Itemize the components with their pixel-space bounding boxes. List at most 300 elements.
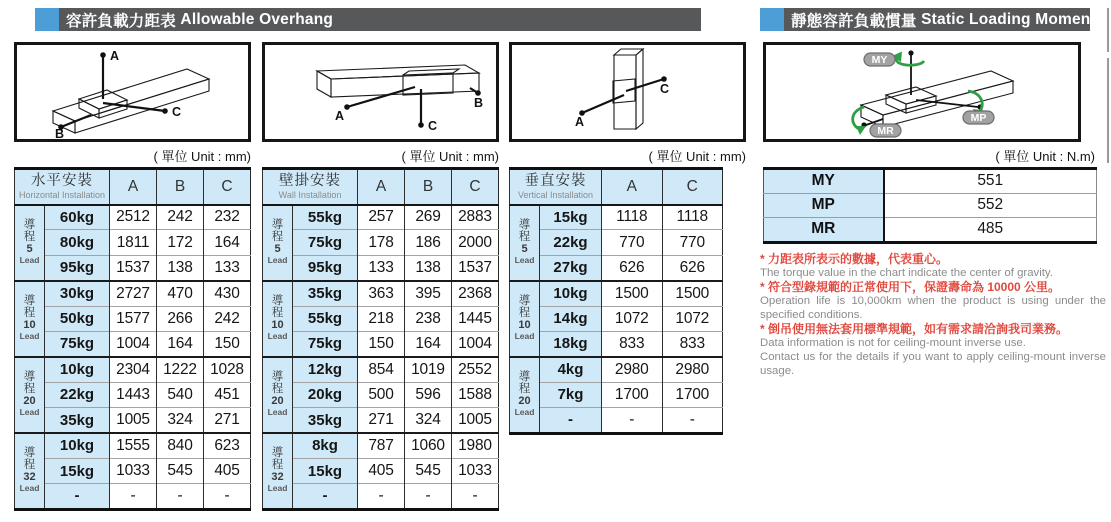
lead-number: 10 — [518, 319, 531, 332]
note-item — [760, 322, 1106, 378]
lead-zh-char: 導 — [23, 295, 36, 308]
value-cell: - — [662, 408, 723, 433]
note-item — [760, 280, 1106, 322]
table-row — [263, 205, 499, 230]
moment-section-header — [760, 8, 1096, 31]
moment-label: MP — [764, 193, 884, 218]
moment-title-zh: 靜態容許負載慣量 — [791, 12, 917, 30]
moment-pill-my-label: MY — [871, 54, 888, 66]
value-cell: 470 — [157, 281, 204, 306]
value-cell: 2304 — [110, 357, 157, 382]
unit-label-mm: ( 單位 Unit : mm) — [153, 149, 251, 164]
moment-title-en: Static Loading Moment — [921, 10, 1096, 28]
value-cell: 164 — [157, 331, 204, 356]
moment-table-wrap — [763, 167, 1097, 244]
table-row — [263, 255, 499, 280]
header-accent-square — [760, 8, 784, 31]
load-cell: 15kg — [293, 458, 358, 483]
table-header-row — [15, 169, 251, 205]
column-header-b: B — [405, 169, 452, 205]
lead-group-label — [510, 281, 540, 357]
value-cell: 770 — [662, 230, 723, 255]
value-cell: 854 — [358, 357, 405, 382]
value-cell: 430 — [203, 281, 250, 306]
load-cell: 55kg — [293, 205, 358, 230]
table-row — [15, 408, 251, 433]
lead-en-label: Lead — [267, 255, 288, 266]
load-cell: 27kg — [540, 255, 602, 280]
table-title-zh: 水平安裝 — [31, 173, 93, 190]
table-row — [263, 458, 499, 483]
lead-group-label — [510, 205, 540, 281]
lead-zh-char: 程 — [271, 383, 284, 396]
load-cell: 15kg — [45, 458, 110, 483]
load-cell: 22kg — [45, 382, 110, 407]
lead-en-label: Lead — [267, 331, 288, 342]
lead-zh-char: 導 — [23, 219, 36, 232]
load-cell: 10kg — [540, 281, 602, 306]
value-cell: 1700 — [662, 382, 723, 407]
load-cell: 30kg — [45, 281, 110, 306]
load-cell: 12kg — [293, 357, 358, 382]
table-title-en: Vertical Installation — [517, 190, 594, 201]
moment-label: MR — [764, 218, 884, 243]
table-row — [263, 230, 499, 255]
load-cell: - — [540, 408, 602, 433]
value-cell: 1004 — [451, 331, 498, 356]
value-cell: 232 — [203, 205, 250, 230]
overhang-table-vertical — [509, 167, 723, 435]
value-cell: 363 — [358, 281, 405, 306]
horizontal-install-drawing — [17, 45, 248, 139]
lead-group-label — [263, 357, 293, 433]
axis-label-c: C — [172, 105, 182, 119]
moment-section-title — [791, 8, 1096, 31]
table-header-row — [263, 169, 499, 205]
moment-row — [764, 218, 1097, 243]
moment-pill-my — [864, 53, 895, 66]
wall-table-slot — [262, 167, 499, 511]
lead-en-label: Lead — [514, 407, 535, 418]
moment-value: 552 — [884, 193, 1097, 218]
value-cell: - — [203, 484, 250, 509]
lead-zh-char: 程 — [23, 383, 36, 396]
lead-zh-char: 導 — [271, 219, 284, 232]
lead-zh-char: 程 — [518, 231, 531, 244]
note-en-line: Contact us for the details if you want to apply ceiling-mount inverse usage. — [760, 351, 1106, 377]
table-row — [510, 205, 723, 230]
moment-table — [763, 167, 1097, 244]
lead-zh-char: 導 — [23, 371, 36, 384]
lead-zh-char: 程 — [23, 307, 36, 320]
table-row — [263, 433, 499, 458]
value-cell: 1811 — [110, 230, 157, 255]
unit-label-mm: ( 單位 Unit : mm) — [648, 149, 746, 164]
lead-group-label — [15, 281, 45, 357]
lead-number: 32 — [271, 471, 284, 484]
load-cell: - — [293, 484, 358, 509]
lead-zh-char: 程 — [271, 459, 284, 472]
table-title-cell — [15, 169, 110, 205]
table-row — [510, 382, 723, 407]
value-cell: 138 — [157, 255, 204, 280]
value-cell: 172 — [157, 230, 204, 255]
value-cell: 770 — [602, 230, 662, 255]
value-cell: 2512 — [110, 205, 157, 230]
column-header-c: C — [203, 169, 250, 205]
axis-label-c: C — [660, 82, 670, 96]
moment-diagram — [763, 42, 1081, 142]
lead-zh-char: 程 — [271, 231, 284, 244]
value-cell: 138 — [405, 255, 452, 280]
load-cell: 15kg — [540, 205, 602, 230]
value-cell: 150 — [358, 331, 405, 356]
lead-en-label: Lead — [267, 407, 288, 418]
lead-zh-char: 導 — [518, 371, 531, 384]
note-item — [760, 252, 1106, 280]
value-cell: 186 — [405, 230, 452, 255]
value-cell: 833 — [602, 331, 662, 356]
table-row — [510, 357, 723, 382]
notes-block — [760, 252, 1106, 378]
moment-label: MY — [764, 169, 884, 194]
value-cell: 271 — [203, 408, 250, 433]
value-cell: 1060 — [405, 433, 452, 458]
moment-row — [764, 193, 1097, 218]
value-cell: 626 — [662, 255, 723, 280]
table-row — [263, 408, 499, 433]
moment-pill-mp — [963, 111, 994, 124]
column-header-c: C — [662, 169, 723, 205]
value-cell: 2980 — [662, 357, 723, 382]
column-header-a: A — [110, 169, 157, 205]
value-cell: 1980 — [451, 433, 498, 458]
vertical-install-diagram — [509, 42, 746, 142]
value-cell: 266 — [157, 306, 204, 331]
value-cell: 1537 — [110, 255, 157, 280]
lead-group-label — [263, 281, 293, 357]
value-cell: 178 — [358, 230, 405, 255]
lead-en-label: Lead — [267, 483, 288, 494]
load-cell: 75kg — [45, 331, 110, 356]
lead-group-label — [15, 433, 45, 509]
value-cell: 623 — [203, 433, 250, 458]
table-row — [15, 306, 251, 331]
value-cell: 218 — [358, 306, 405, 331]
load-cell: 50kg — [45, 306, 110, 331]
value-cell: 133 — [203, 255, 250, 280]
value-cell: 451 — [203, 382, 250, 407]
lead-number: 5 — [274, 243, 281, 256]
value-cell: 1072 — [662, 306, 723, 331]
axis-dots — [58, 52, 168, 130]
value-cell: 1445 — [451, 306, 498, 331]
value-cell: 545 — [157, 458, 204, 483]
table-row — [510, 281, 723, 306]
value-cell: 1588 — [451, 382, 498, 407]
axis-label-c: C — [428, 119, 438, 133]
lead-number: 10 — [23, 319, 36, 332]
load-cell: 22kg — [540, 230, 602, 255]
value-cell: 1019 — [405, 357, 452, 382]
value-cell: 1222 — [157, 357, 204, 382]
moment-value: 551 — [884, 169, 1097, 194]
axis-label-a: A — [110, 49, 120, 63]
load-cell: 60kg — [45, 205, 110, 230]
lead-en-label: Lead — [19, 255, 40, 266]
load-cell: 7kg — [540, 382, 602, 407]
table-row — [15, 331, 251, 356]
load-cell: 75kg — [293, 331, 358, 356]
lead-number: 5 — [521, 243, 528, 256]
lead-group-label — [15, 205, 45, 281]
load-cell: 20kg — [293, 382, 358, 407]
value-cell: 1028 — [203, 357, 250, 382]
unit-label-nm: ( 單位 Unit : N.m) — [995, 149, 1095, 164]
load-cell: 35kg — [45, 408, 110, 433]
axis-label-a: A — [575, 115, 585, 129]
lead-zh-char: 導 — [271, 371, 284, 384]
note-zh-line: * 符合型錄規範的正常使用下，保證壽命為 10000 公里。 — [760, 280, 1061, 294]
overhang-title-en: Allowable Overhang — [180, 10, 334, 28]
load-cell: 95kg — [45, 255, 110, 280]
value-cell: 1577 — [110, 306, 157, 331]
moment-row — [764, 169, 1097, 194]
table-row — [263, 357, 499, 382]
value-cell: 405 — [203, 458, 250, 483]
value-cell: - — [358, 484, 405, 509]
load-cell: 4kg — [540, 357, 602, 382]
load-cell: 55kg — [293, 306, 358, 331]
value-cell: - — [110, 484, 157, 509]
value-cell: 545 — [405, 458, 452, 483]
axis-lines — [582, 79, 664, 113]
value-cell: - — [157, 484, 204, 509]
wall-install-diagram — [262, 42, 499, 142]
lead-number: 20 — [271, 395, 284, 408]
value-cell: 324 — [405, 408, 452, 433]
value-cell: 242 — [203, 306, 250, 331]
table-row — [15, 382, 251, 407]
table-row — [15, 205, 251, 230]
table-row — [15, 281, 251, 306]
wall-install-drawing — [265, 45, 496, 139]
value-cell: 1118 — [602, 205, 662, 230]
load-cell: 80kg — [45, 230, 110, 255]
moment-pill-mp-label: MP — [970, 112, 987, 124]
page-edge-mark — [1107, 58, 1109, 163]
table-row — [510, 230, 723, 255]
lead-group-label — [15, 357, 45, 433]
axis-lines — [347, 87, 478, 125]
value-cell: 1005 — [110, 408, 157, 433]
lead-number: 20 — [23, 395, 36, 408]
table-row — [510, 306, 723, 331]
value-cell: 1005 — [451, 408, 498, 433]
load-cell: 35kg — [293, 281, 358, 306]
lead-number: 10 — [271, 319, 284, 332]
table-row — [15, 484, 251, 509]
load-cell: 75kg — [293, 230, 358, 255]
page-edge-mark — [1107, 8, 1109, 52]
axis-label-b: B — [55, 127, 65, 139]
value-cell: 238 — [405, 306, 452, 331]
lead-en-label: Lead — [19, 407, 40, 418]
load-cell: 8kg — [293, 433, 358, 458]
value-cell: 1033 — [110, 458, 157, 483]
value-cell: 405 — [358, 458, 405, 483]
column-header-a: A — [358, 169, 405, 205]
value-cell: 2883 — [451, 205, 498, 230]
table-row — [510, 255, 723, 280]
value-cell: 1537 — [451, 255, 498, 280]
value-cell: 271 — [358, 408, 405, 433]
moment-drawing — [766, 45, 1078, 139]
value-cell: 242 — [157, 205, 204, 230]
table-title-zh: 壁掛安裝 — [279, 173, 341, 190]
lead-zh-char: 程 — [518, 307, 531, 320]
axis-lines — [61, 55, 165, 127]
load-cell: - — [45, 484, 110, 509]
value-cell: 2000 — [451, 230, 498, 255]
overhang-table-wall — [262, 167, 499, 511]
axis-label-a: A — [335, 109, 345, 123]
value-cell: 150 — [203, 331, 250, 356]
lead-en-label: Lead — [514, 255, 535, 266]
column-header-a: A — [602, 169, 662, 205]
table-row — [15, 357, 251, 382]
lead-en-label: Lead — [19, 483, 40, 494]
load-cell: 18kg — [540, 331, 602, 356]
table-title-cell — [510, 169, 602, 205]
value-cell: 164 — [203, 230, 250, 255]
value-cell: 1443 — [110, 382, 157, 407]
lead-en-label: Lead — [19, 331, 40, 342]
value-cell: 324 — [157, 408, 204, 433]
value-cell: 2368 — [451, 281, 498, 306]
value-cell: 164 — [405, 331, 452, 356]
value-cell: 1700 — [602, 382, 662, 407]
note-en-line: The torque value in the chart indicate the center of gravity. — [760, 267, 1053, 279]
load-cell: 95kg — [293, 255, 358, 280]
overhang-section-header — [35, 8, 701, 31]
lead-zh-char: 導 — [271, 295, 284, 308]
table-row — [15, 458, 251, 483]
value-cell: 1118 — [662, 205, 723, 230]
column-header-c: C — [451, 169, 498, 205]
overhang-table-horizontal — [14, 167, 251, 511]
axis-label-b: B — [474, 96, 484, 110]
table-title-zh: 垂直安裝 — [524, 173, 587, 190]
value-cell: 2552 — [451, 357, 498, 382]
load-cell: 10kg — [45, 357, 110, 382]
value-cell: 2980 — [602, 357, 662, 382]
value-cell: 133 — [358, 255, 405, 280]
value-cell: 1004 — [110, 331, 157, 356]
value-cell: 1500 — [662, 281, 723, 306]
overhang-section-title — [66, 8, 333, 31]
lead-en-label: Lead — [514, 331, 535, 342]
value-cell: 1555 — [110, 433, 157, 458]
lead-zh-char: 程 — [271, 307, 284, 320]
table-row — [263, 484, 499, 509]
value-cell: 269 — [405, 205, 452, 230]
lead-group-label — [263, 205, 293, 281]
lead-zh-char: 導 — [23, 447, 36, 460]
value-cell: 833 — [662, 331, 723, 356]
lead-group-label — [263, 433, 293, 509]
table-title-en: Wall Installation — [278, 190, 342, 201]
rail-drawing — [53, 69, 209, 133]
table-row — [263, 281, 499, 306]
vertical-install-drawing — [512, 45, 743, 139]
moment-pill-mr — [870, 124, 901, 137]
lead-zh-char: 程 — [23, 231, 36, 244]
value-cell: 2727 — [110, 281, 157, 306]
value-cell: 500 — [358, 382, 405, 407]
lead-zh-char: 導 — [518, 295, 531, 308]
load-cell: 10kg — [45, 433, 110, 458]
value-cell: - — [451, 484, 498, 509]
table-row — [15, 255, 251, 280]
lead-number: 20 — [518, 395, 531, 408]
lead-number: 5 — [26, 243, 33, 256]
table-row — [263, 306, 499, 331]
table-row — [15, 433, 251, 458]
lead-zh-char: 程 — [518, 383, 531, 396]
lead-zh-char: 程 — [23, 459, 36, 472]
column-header-b: B — [157, 169, 204, 205]
lead-zh-char: 導 — [271, 447, 284, 460]
unit-label-mm: ( 單位 Unit : mm) — [401, 149, 499, 164]
header-accent-square — [35, 8, 59, 31]
vertical-table-slot — [509, 167, 723, 435]
value-cell: 626 — [602, 255, 662, 280]
value-cell: 1072 — [602, 306, 662, 331]
moment-pill-mr-label: MR — [877, 125, 894, 137]
value-cell: 1033 — [451, 458, 498, 483]
table-row — [510, 408, 723, 433]
rail-drawing — [613, 49, 643, 129]
value-cell: 787 — [358, 433, 405, 458]
value-cell: 395 — [405, 281, 452, 306]
note-en-line: Data information is not for ceiling-mount inverse use. — [760, 337, 1026, 349]
load-cell: 14kg — [540, 306, 602, 331]
table-title-cell — [263, 169, 358, 205]
load-cell: 35kg — [293, 408, 358, 433]
note-zh-line: * 力距表所表示的數據，代表重心。 — [760, 252, 949, 266]
horizontal-table-slot — [14, 167, 251, 511]
table-row — [15, 230, 251, 255]
value-cell: 1500 — [602, 281, 662, 306]
moment-value: 485 — [884, 218, 1097, 243]
overhang-title-zh: 容許負載力距表 — [66, 12, 176, 30]
lead-number: 32 — [23, 471, 36, 484]
table-row — [263, 382, 499, 407]
table-row — [263, 331, 499, 356]
value-cell: - — [405, 484, 452, 509]
note-en-line: Operation life is 10,000km when the product is using under the specified conditions. — [760, 295, 1106, 321]
table-header-row — [510, 169, 723, 205]
value-cell: 257 — [358, 205, 405, 230]
value-cell: 540 — [157, 382, 204, 407]
table-title-en: Horizontal Installation — [18, 190, 106, 201]
horizontal-install-diagram — [14, 42, 251, 142]
lead-zh-char: 導 — [518, 219, 531, 232]
note-zh-line: * 倒吊使用無法套用標準規範，如有需求請洽詢我司業務。 — [760, 322, 1069, 336]
value-cell: 596 — [405, 382, 452, 407]
value-cell: 840 — [157, 433, 204, 458]
